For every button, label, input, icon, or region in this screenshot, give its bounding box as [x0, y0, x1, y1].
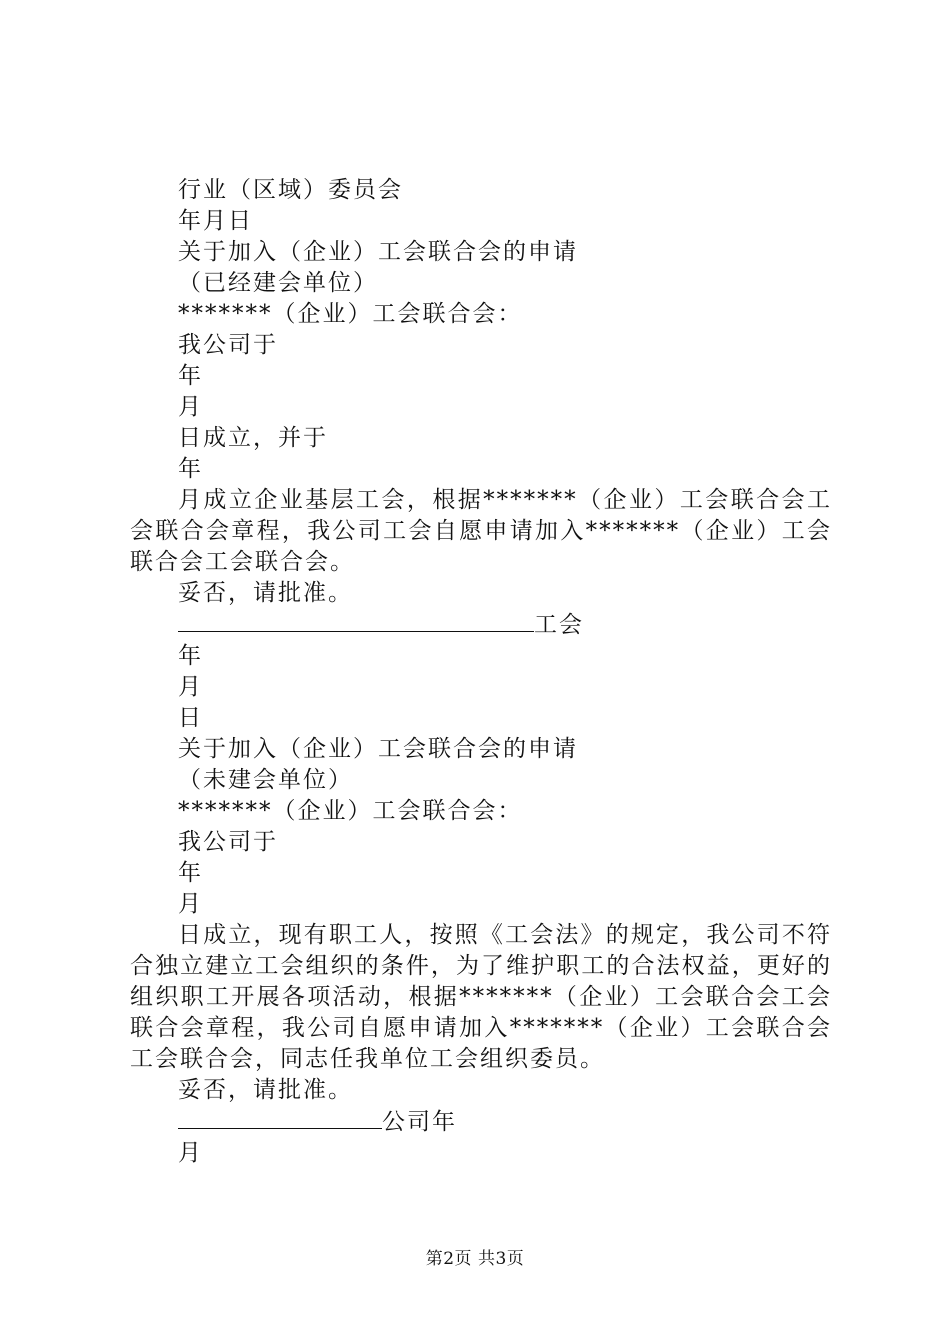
date-month: 月 — [178, 674, 203, 700]
body-line: 月 — [178, 394, 203, 420]
signature-line — [130, 1106, 832, 1138]
date-year: 年 — [178, 643, 203, 669]
body-line: 月 — [178, 891, 203, 917]
body-line: 年 — [178, 456, 203, 482]
body-paragraph: 月成立企业基层工会，根据*******（企业）工会联合会工会联合会章程，我公司工会自愿申请加入*******（企业）工会联合会工会联合会。 — [130, 487, 832, 575]
body-paragraph: 日成立，现有职工人，按照《工会法》的规定，我公司不符合独立建立工会组织的条件，为了维护职工的合法权益，更好的组织职工开展各项活动，根据*******（企业）工会联合会工会联合会章程，我公司自愿申请加入*******（企业）工会联合会工会联合会，同志任我单位工会组织委员。 — [130, 922, 832, 1072]
date-line: 年月日 — [178, 208, 253, 234]
application-subtitle: （未建会单位） — [178, 767, 353, 793]
signature-line — [130, 609, 832, 641]
document-body — [130, 175, 832, 1169]
body-line: 年 — [178, 363, 203, 389]
date-month: 月 — [178, 1140, 203, 1166]
addressee: *******（企业）工会联合会： — [178, 798, 523, 824]
approval-request: 妥否，请批准。 — [178, 580, 353, 606]
page-footer: 第2页 共3页 — [425, 1249, 525, 1269]
body-line: 年 — [178, 860, 203, 886]
application-subtitle: （已经建会单位） — [178, 270, 378, 296]
signature-suffix: 公司年 — [382, 1109, 457, 1135]
addressee: *******（企业）工会联合会： — [178, 301, 523, 327]
application-title: 关于加入（企业）工会联合会的申请 — [178, 239, 578, 265]
committee-line: 行业（区域）委员会 — [178, 177, 403, 203]
signature-suffix: 工会 — [534, 612, 584, 638]
date-day: 日 — [178, 705, 203, 731]
body-line: 我公司于 — [178, 829, 278, 855]
application-title: 关于加入（企业）工会联合会的申请 — [178, 736, 578, 762]
body-line: 日成立，并于 — [178, 425, 328, 451]
signature-blank — [178, 1106, 382, 1129]
approval-request: 妥否，请批准。 — [178, 1077, 353, 1103]
signature-blank — [178, 609, 534, 632]
body-line: 我公司于 — [178, 332, 278, 358]
